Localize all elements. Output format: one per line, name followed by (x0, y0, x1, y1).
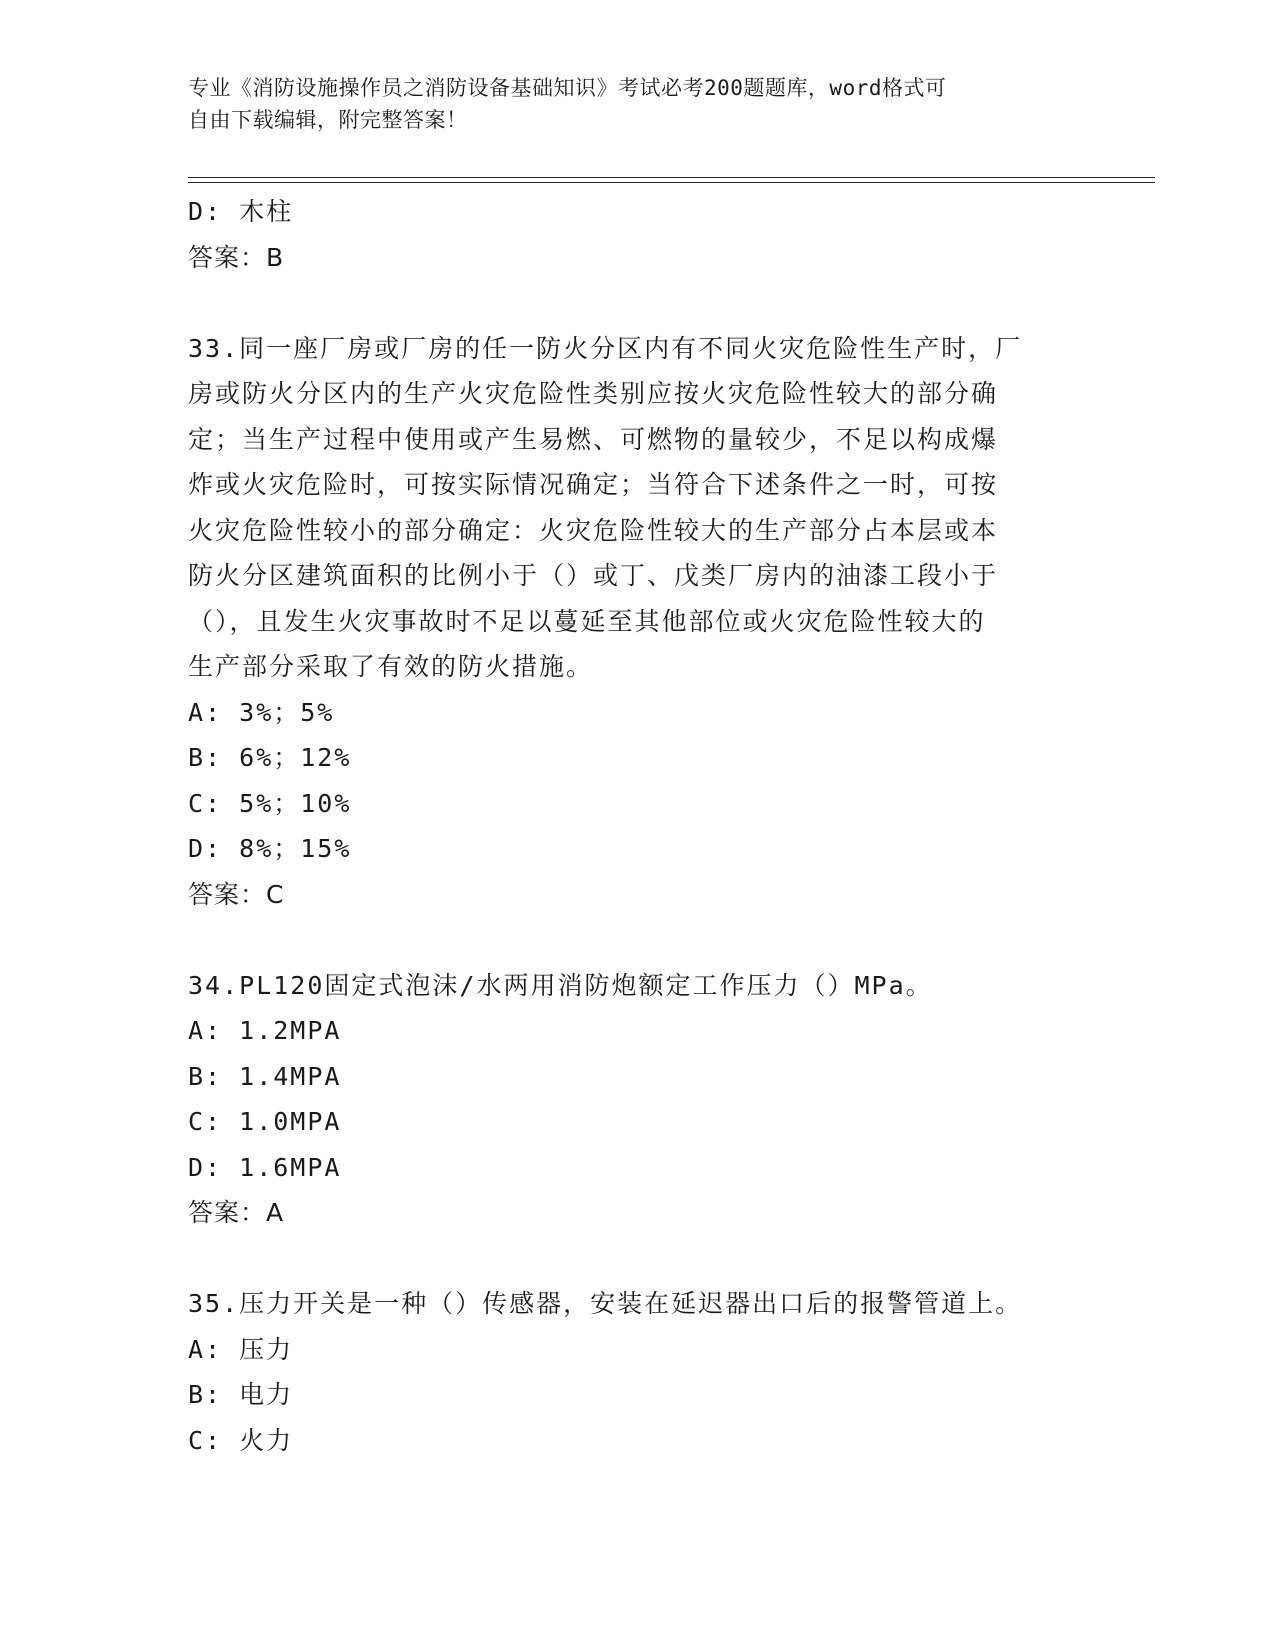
document-header (188, 72, 1088, 136)
header-line-1: 专业《消防设施操作员之消防设备基础知识》考试必考200题题库，word格式可 (188, 76, 947, 100)
question-33 (188, 326, 1088, 918)
spacer (188, 917, 1088, 963)
question-stem-line: 炸或火灾危险时，可按实际情况确定；当符合下述条件之一时，可按 (188, 470, 999, 499)
header-rule-bottom (188, 182, 1155, 183)
question-stem-line: 防火分区建筑面积的比例小于（）或丁、戊类厂房内的油漆工段小于 (188, 561, 999, 590)
spacer (188, 280, 1088, 326)
question-stem-line: （），且发生火灾事故时不足以蔓延至其他部位或火灾危险性较大的 (188, 606, 986, 636)
header-rule-top (188, 177, 1155, 178)
option-b: B: 电力 (188, 1380, 294, 1409)
answer-label: 答案：C (188, 879, 285, 909)
option-a: A: 3%；5% (188, 697, 335, 727)
header-line-2: 自由下载编辑，附完整答案！ (188, 108, 468, 132)
option-c: C: 火力 (188, 1425, 294, 1455)
question-stem-line: 定；当生产过程中使用或产生易燃、可燃物的量较少，不足以构成爆 (188, 424, 999, 454)
option-d: D: 8%；15% (188, 834, 352, 863)
answer-label: 答案：A (188, 1198, 285, 1227)
question-32-tail (188, 189, 1088, 280)
option-d: D: 木柱 (188, 197, 294, 226)
option-a: A: 1.2MPA (188, 1016, 342, 1045)
option-c: C: 1.0MPA (188, 1107, 342, 1136)
question-stem: 35.压力开关是一种（）传感器，安装在延迟器出口后的报警管道上。 (188, 1289, 1023, 1318)
spacer (188, 1236, 1088, 1282)
answer-label: 答案：B (188, 242, 285, 272)
question-stem-line: 火灾危险性较小的部分确定：火灾危险性较大的生产部分占本层或本 (188, 515, 999, 545)
question-stem-line: 房或防火分区内的生产火灾危险性类别应按火灾危险性较大的部分确 (188, 379, 999, 408)
option-d: D: 1.6MPA (188, 1152, 342, 1182)
question-stem-line: 33.同一座厂房或厂房的任一防火分区内有不同火灾危险性生产时，厂 (188, 333, 1023, 363)
document-body (188, 189, 1088, 1463)
question-stem-line: 生产部分采取了有效的防火措施。 (188, 652, 594, 681)
option-c: C: 5%；10% (188, 788, 352, 818)
question-stem: 34.PL120固定式泡沫/水两用消防炮额定工作压力（）MPa。 (188, 970, 933, 1000)
question-35 (188, 1281, 1088, 1463)
question-34 (188, 963, 1088, 1236)
option-b: B: 6%；12% (188, 743, 352, 772)
option-b: B: 1.4MPA (188, 1061, 342, 1091)
option-a: A: 压力 (188, 1334, 294, 1364)
